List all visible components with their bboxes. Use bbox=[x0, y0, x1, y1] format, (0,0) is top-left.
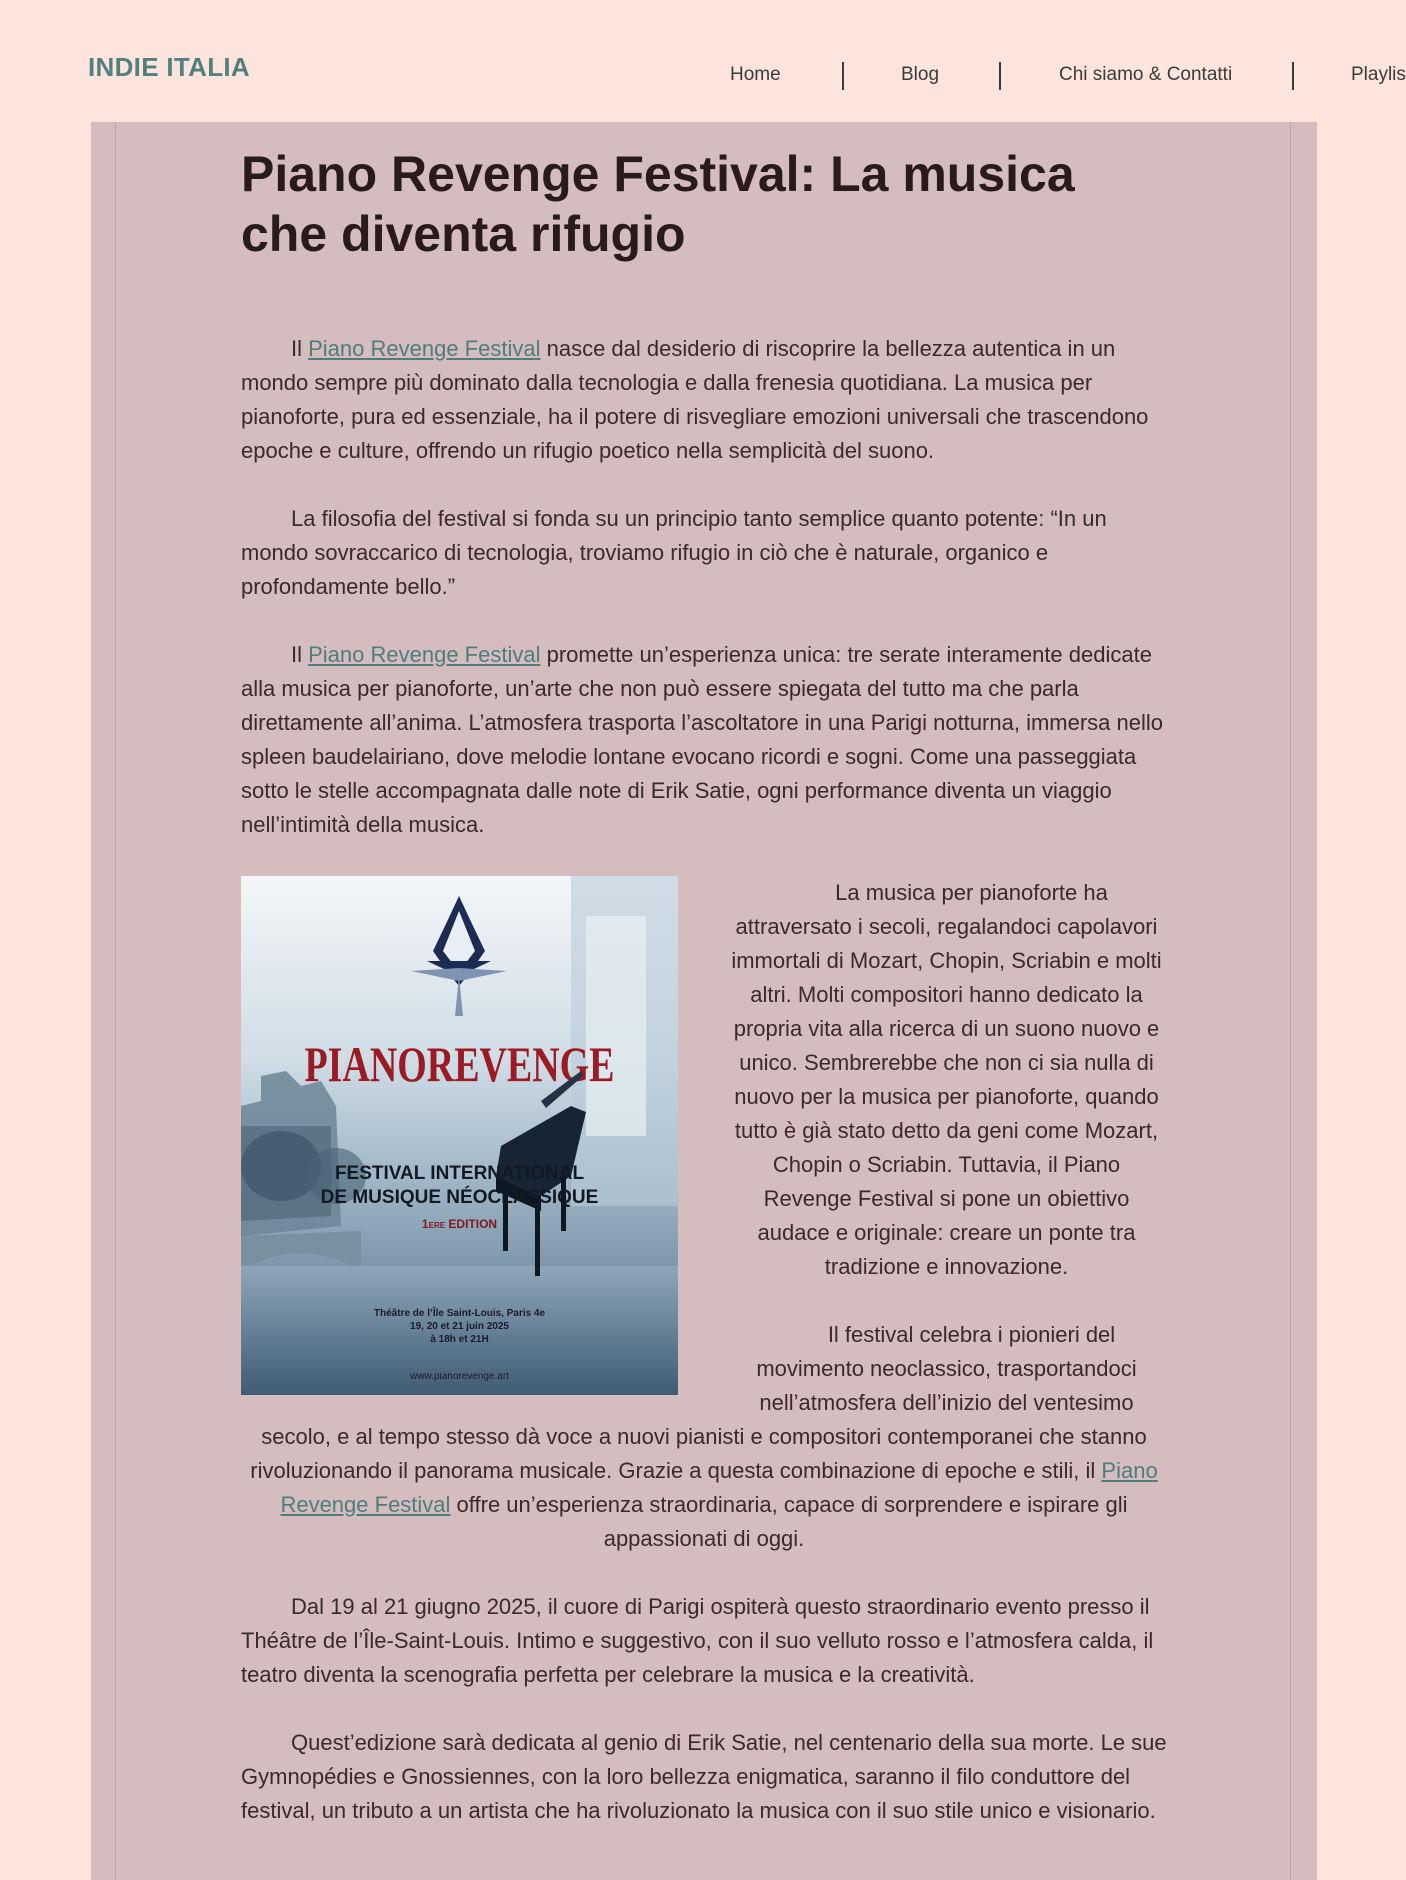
paragraph-history: La musica per pianoforte ha attraversato i secoli, regalandoci capolavori immortali di Mozart, Chopin, Scriabin e molti altri. Molti compositori hanno dedicato la propria vita alla ricerca di un suono nuovo e unico. Sembrerebbe che non ci sia nulla di nuovo per la musica per pianoforte, quando tutto è già stato detto da geni come Mozart, Chopin o Scriabin. Tuttavia, il Piano Revenge Festival si pone un obiettivo audace e originale: creare un ponte tra tradizione e innovazione. bbox=[731, 880, 1162, 1279]
poster-times: à 18h et 21H bbox=[430, 1334, 489, 1345]
blog-article bbox=[241, 144, 1167, 1862]
figure-row bbox=[241, 876, 1167, 1556]
paragraph-text: Il bbox=[291, 642, 309, 667]
poster-edition-sup: ERE bbox=[428, 1221, 446, 1230]
paragraph-text: promette un’esperienza unica: tre serate interamente dedicate alla musica per pianoforte, un’arte che non può essere spiegata del tutto ma che parla direttamente all’anima. L’atmosfera trasporta l’ascoltatore in una Parigi notturna, immersa nello spleen baudelairiano, dove melodie lontane evocano ricordi e sogni. Come una passeggiata sotto le stelle accompagnata dalle note di Erik Satie, ogni performance diventa un viaggio nell’intimità della musica. bbox=[241, 642, 1164, 837]
paragraph-philosophy: La filosofia del festival si fonda su un principio tanto semplice quanto potente: “In un mondo sovraccarico di tecnologia, troviamo rifugio in ciò che è naturale, organico e profondamente bello.” bbox=[241, 506, 1107, 599]
poster-edition-num: 1 bbox=[421, 1217, 429, 1231]
nav-divider bbox=[1292, 62, 1294, 90]
poster-dates: 19, 20 et 21 juin 2025 bbox=[410, 1321, 509, 1332]
poster-venue: Théâtre de l’Île Saint-Louis, Paris 4e bbox=[373, 1308, 546, 1319]
nav-item-playlist[interactable]: Playlis bbox=[1351, 64, 1406, 85]
festival-poster-image bbox=[241, 876, 678, 1395]
paragraph-text: offre un’esperienza straordinaria, capace di sorprendere e ispirare gli appassionati di oggi. bbox=[450, 1492, 1128, 1551]
paragraph-text: Il festival celebra i pionieri del movimento neoclassico, trasportandoci nell’atmosfera dell’inizio del ventesimo secolo, e al tempo stesso dà voce a nuovi pianisti e compositori contemporanei che stanno rivoluzionando il panorama musicale. Grazie a questa combinazione di epoche e stili, il bbox=[250, 1322, 1147, 1483]
site-header bbox=[0, 0, 1406, 122]
nav-item-home[interactable]: Home bbox=[730, 64, 781, 85]
article-title: Piano Revenge Festival: La musica che diventa rifugio bbox=[241, 146, 1075, 262]
poster-brand: PIANOREVENGE bbox=[304, 1036, 615, 1092]
poster-url: www.pianorevenge.art bbox=[410, 1371, 509, 1382]
poster-artwork bbox=[241, 876, 678, 1395]
poster-line1: FESTIVAL INTERNATIONAL bbox=[334, 1163, 585, 1184]
paragraph-intro bbox=[241, 332, 1167, 468]
festival-link[interactable]: Piano Revenge Festival bbox=[308, 336, 541, 361]
panel-border-right bbox=[1290, 122, 1291, 1880]
paragraph-dates: Dal 19 al 21 giugno 2025, il cuore di Parigi ospiterà questo straordinario evento presso il Théâtre de l’Île-Saint-Louis. Intimo e suggestivo, con il suo velluto rosso e l’atmosfera calda, il teatro diventa la scenografia perfetta per celebrare la musica e la creatività. bbox=[241, 1594, 1154, 1687]
paragraph-text: nasce dal desiderio di riscoprire la bellezza autentica in un mondo sempre più dominato dalla tecnologia e dalla frenesia quotidiana. La musica per pianoforte, pura ed essenziale, ha il potere di risvegliare emozioni universali che trascendono epoche e culture, offrendo un rifugio poetico nella semplicità del suono. bbox=[241, 336, 1149, 463]
festival-link[interactable]: Piano Revenge Festival bbox=[308, 642, 541, 667]
paragraph-text: Il bbox=[291, 336, 309, 361]
nav-divider bbox=[999, 62, 1001, 90]
festival-link[interactable]: Piano Revenge Festival bbox=[280, 1458, 1158, 1517]
site-logo[interactable]: INDIE ITALIA bbox=[88, 52, 250, 82]
poster-line2: DE MUSIQUE NÉOCLASSIQUE bbox=[320, 1187, 599, 1208]
nav-item-blog[interactable]: Blog bbox=[901, 64, 940, 85]
paragraph-satie: Quest’edizione sarà dedicata al genio di Erik Satie, nel centenario della sua morte. Le sue Gymnopédies e Gnossiennes, con la loro bellezza enigmatica, saranno il filo conduttore del festival, un tributo a un artista che ha rivoluzionato la musica con il suo stile unico e visionario. bbox=[241, 1730, 1167, 1823]
panel-border-left bbox=[115, 122, 116, 1880]
poster-edition-word: EDITION bbox=[445, 1217, 498, 1231]
nav-divider bbox=[842, 62, 844, 90]
main-nav bbox=[680, 58, 1406, 94]
nav-item-chi-siamo-contatti[interactable]: Chi siamo & Contatti bbox=[1059, 64, 1233, 85]
paragraph-experience bbox=[241, 638, 1167, 842]
